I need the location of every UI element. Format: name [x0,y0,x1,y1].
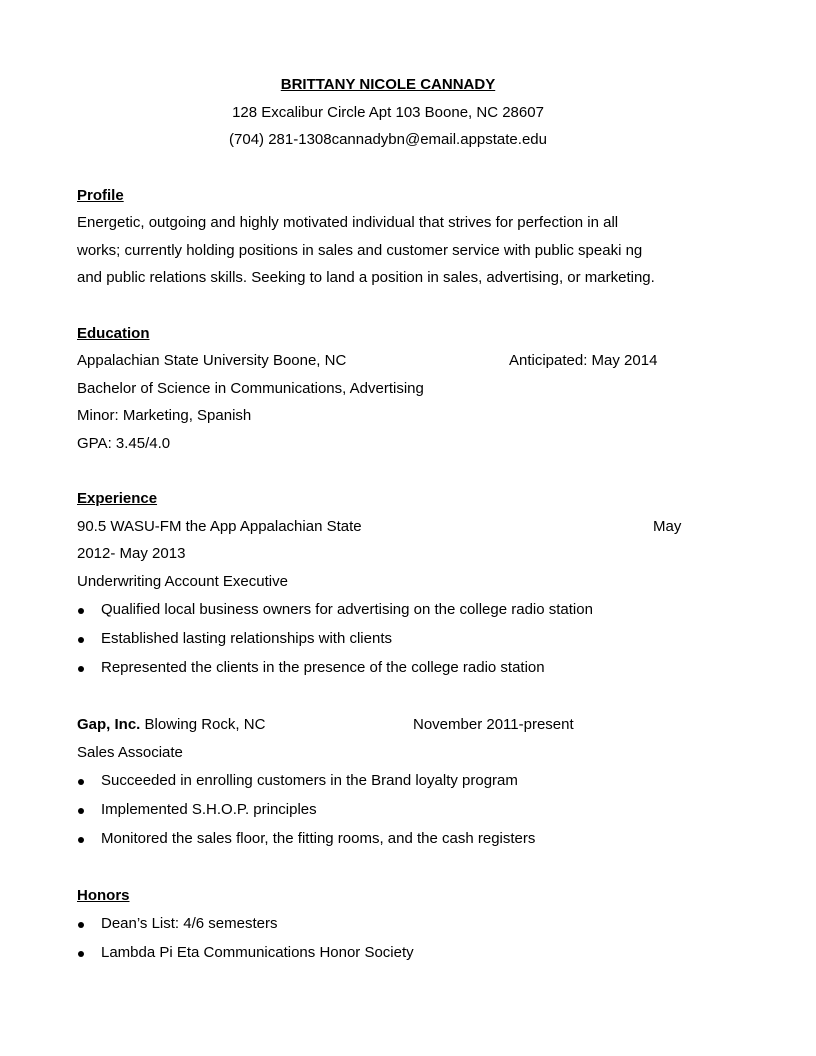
honors-heading: Honors [77,887,130,904]
job-title: Sales Associate [77,744,183,761]
address: 128 Excalibur Circle Apt 103 Boone, NC 28607 [232,104,544,121]
job-location: Blowing Rock, NC [140,716,266,733]
bullet-icon [78,922,84,928]
list-item: Succeeded in enrolling customers in the Brand loyalty program [101,772,518,789]
education-gpa: GPA: 3.45/4.0 [77,435,171,452]
bullet-icon [78,951,84,957]
bullet-icon [78,666,84,672]
education-date: Anticipated: May 2014 [509,352,658,369]
profile-line: works; currently holding positions in sales and customer service with public speaki ng [77,242,643,259]
bullet-icon [78,837,84,843]
job-employer-line [77,715,265,735]
list-item: Implemented S.H.O.P. principles [101,801,317,818]
job-date: May [653,518,682,535]
job-title: Underwriting Account Executive [77,573,288,590]
bullet-icon [78,779,84,785]
profile-line: and public relations skills. Seeking to land a position in sales, advertising, or marketing. [77,269,655,286]
experience-heading: Experience [77,490,158,507]
bullet-icon [78,808,84,814]
profile-heading: Profile [77,187,124,204]
education-minor: Minor: Marketing, Spanish [77,407,252,424]
resume-name: BRITTANY NICOLE CANNADY [280,76,496,93]
bullet-icon [78,608,84,614]
list-item: Represented the clients in the presence of the college radio station [101,659,545,676]
job-employer: Gap, Inc. [77,716,141,733]
job-date-continued: 2012- May 2013 [77,545,186,562]
profile-line: Energetic, outgoing and highly motivated individual that strives for perfection in all [77,214,619,231]
bullet-icon [78,637,84,643]
list-item: Established lasting relationships with clients [101,630,392,647]
job-employer: 90.5 WASU-FM the App Appalachian State [77,518,362,535]
contact-line: (704) 281-1308cannadybn@email.appstate.edu [229,131,547,148]
list-item: Monitored the sales floor, the fitting rooms, and the cash registers [101,830,536,847]
list-item: Lambda Pi Eta Communications Honor Society [101,944,414,961]
job-date: November 2011-present [413,716,574,733]
list-item: Dean’s List: 4/6 semesters [101,915,278,932]
education-school: Appalachian State University Boone, NC [77,352,347,369]
list-item: Qualified local business owners for advertising on the college radio station [101,601,593,618]
education-degree: Bachelor of Science in Communications, Advertising [77,380,424,397]
education-heading: Education [77,325,150,342]
